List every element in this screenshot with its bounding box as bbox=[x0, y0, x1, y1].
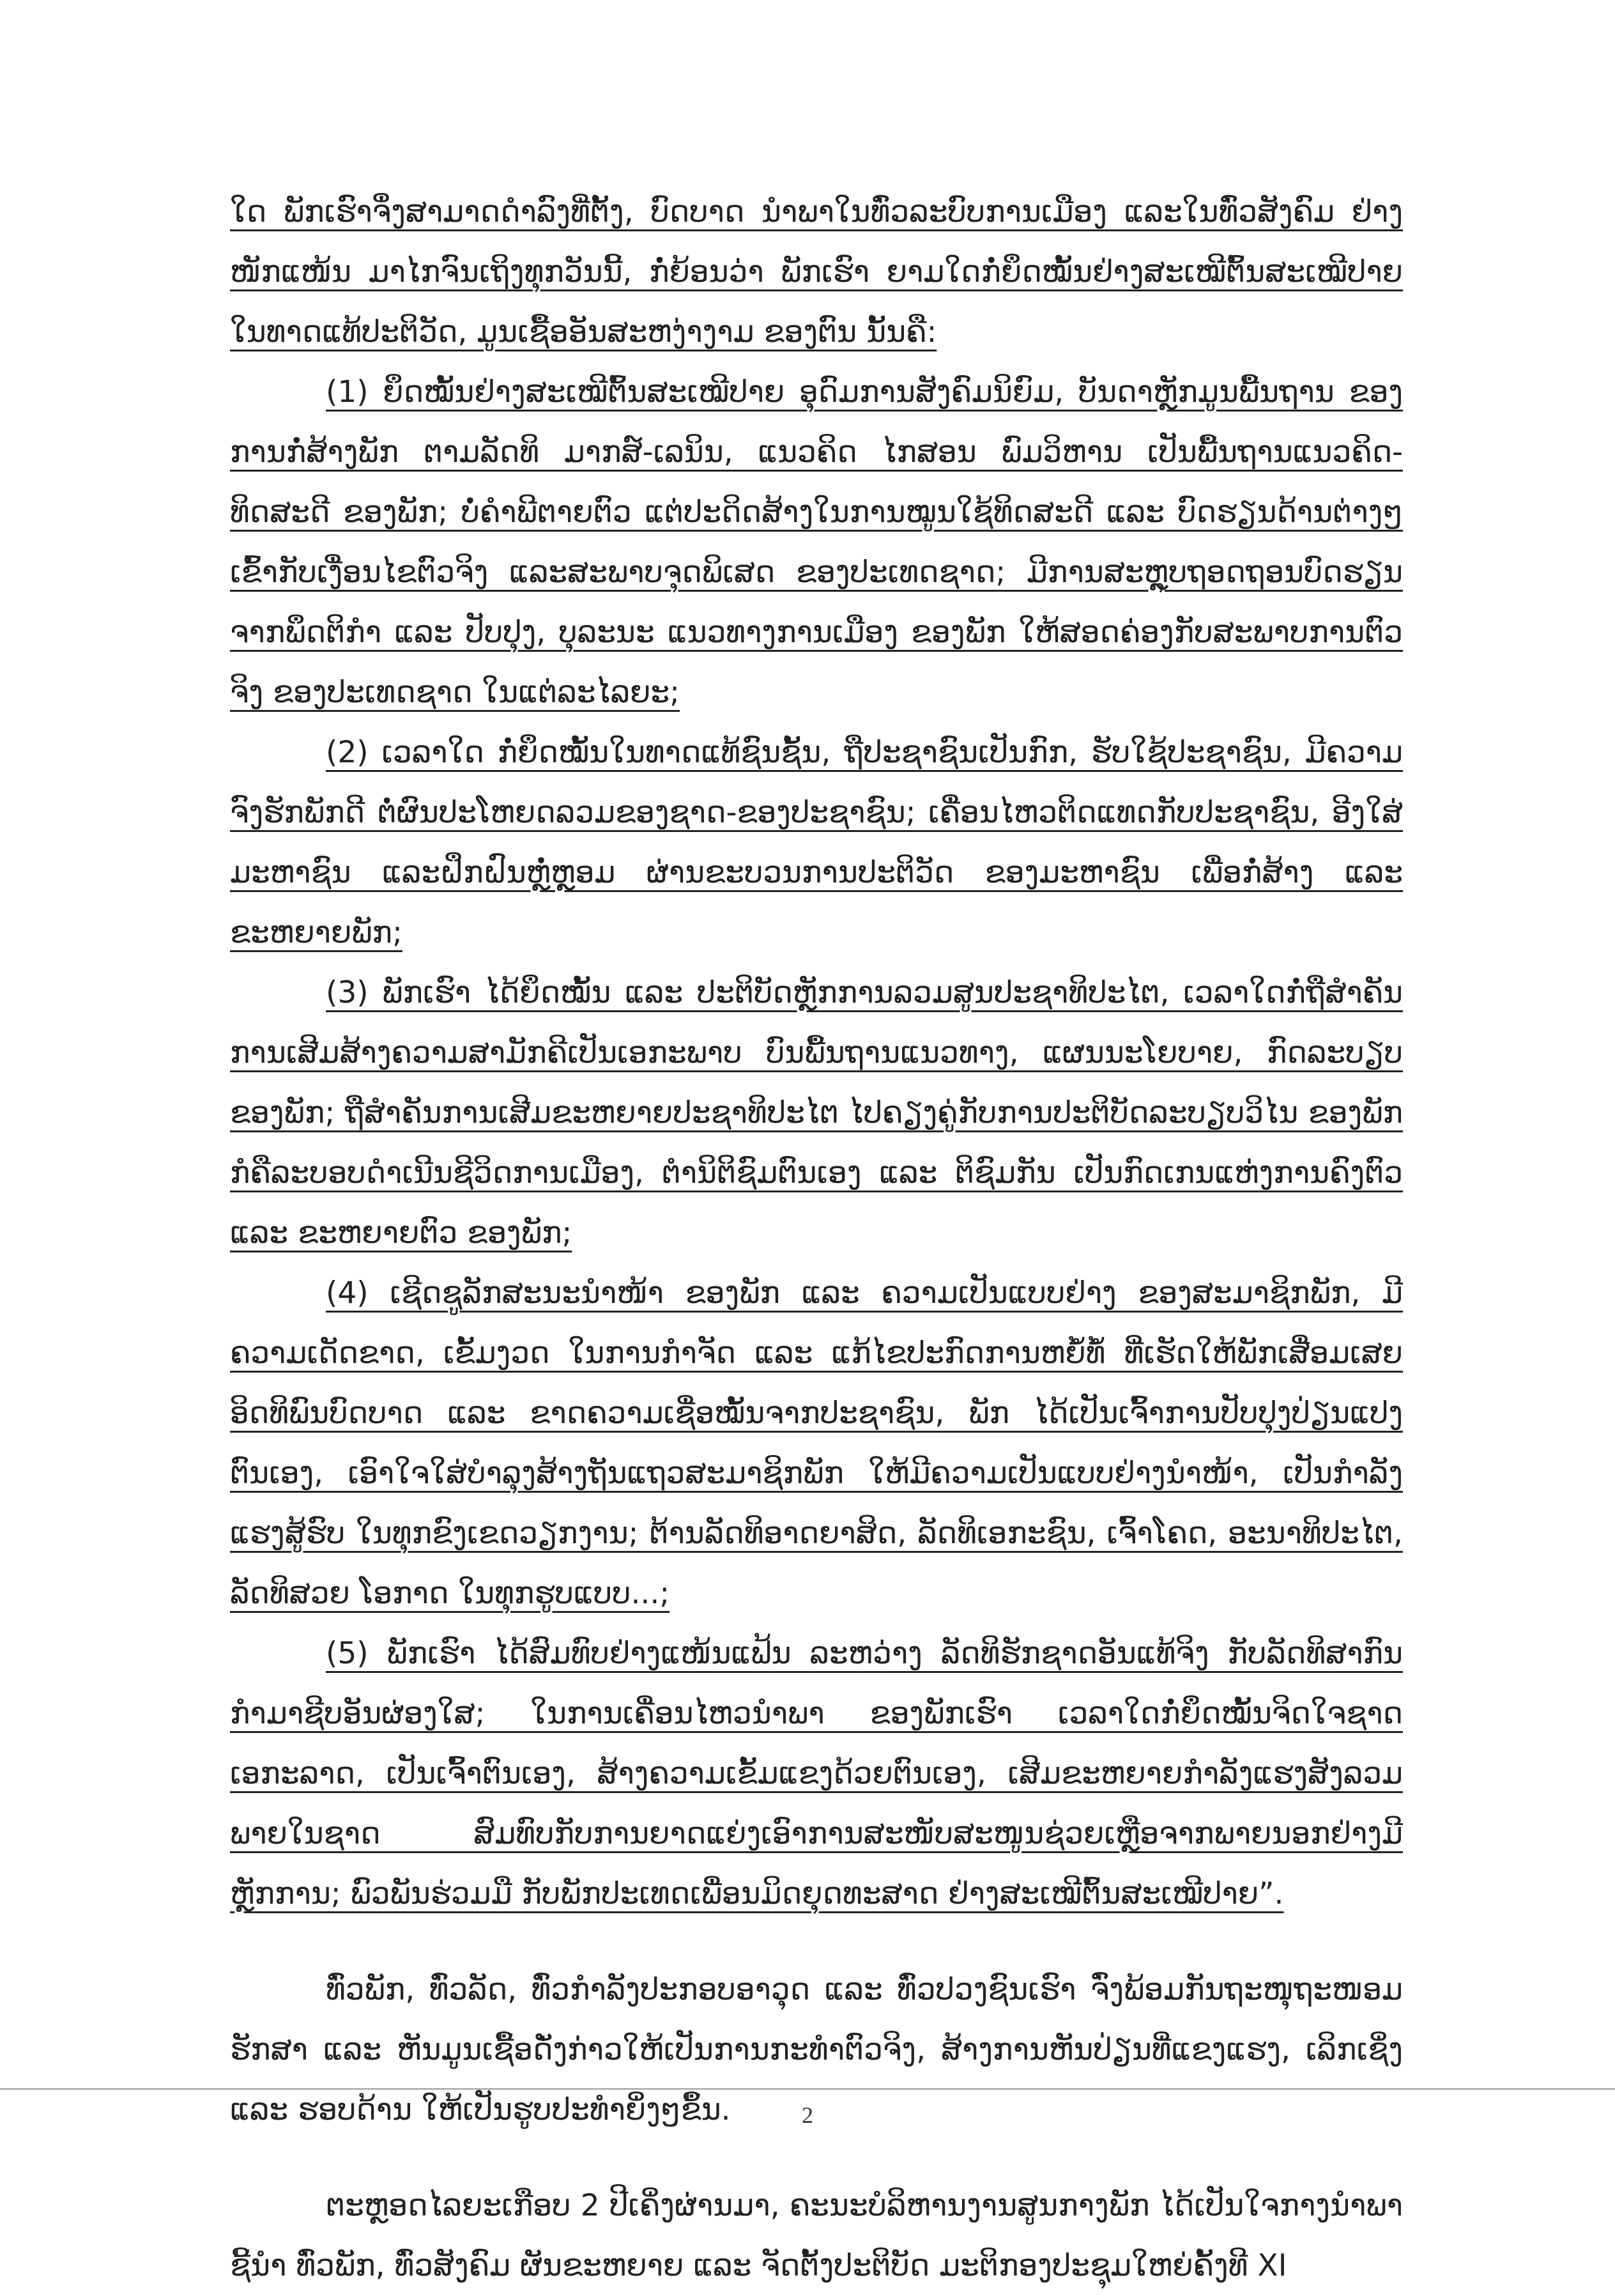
list-item-1: (1) ຍຶດໝັ້ນຢ່າງສະເໝີຕົ້ນສະເໝີປາຍ ອຸດົມການສັງຄົມນິຍົມ, ບັນດາຫຼັກມູນພື້ນຖານ ຂອງການກໍ່ສ້າງພັກ ຕາມລັດທິ ມາກສ໌-ເລນິນ, ແນວຄິດ ໄກສອນ ພົມວິຫານ ເປັນພື້ນຖານແນວຄິດ-ທິດສະດີ ຂອງພັກ; ບໍ່ຄຳພີຕາຍຕົວ ແຕ່ປະດິດສ້າງໃນການໝູນໃຊ້ທິດສະດີ ແລະ ບົດຮຽນດ້ານຕ່າງໆເຂົ້າກັບເງື່ອນໄຂຕົວຈິງ ແລະສະພາບຈຸດພິເສດ ຂອງປະເທດຊາດ; ມີການສະຫຼຸບຖອດຖອນບົດຮຽນຈາກພຶດຕິກຳ ແລະ ປັບປຸງ, ບຸລະນະ ແນວທາງການເມືອງ ຂອງພັກ ໃຫ້ສອດຄ່ອງກັບສະພາບການຕົວຈິງ ຂອງປະເທດຊາດ ໃນແຕ່ລະໄລຍະ; bbox=[230, 374, 1403, 710]
document-body bbox=[230, 182, 1403, 2296]
footer-divider bbox=[0, 2088, 1615, 2090]
body-paragraph-2: ຕະຫຼອດໄລຍະເກືອບ 2 ປີເຄິ່ງຜ່ານມາ, ຄະນະບໍລິຫານງານສູນກາງພັກ ໄດ້ເປັນໃຈກາງນຳພາຊີ້ນຳ ທົ່ວພັກ, ທົ່ວສັງຄົມ ຜັນຂະຫຍາຍ ແລະ ຈັດຕັ້ງປະຕິບັດ ມະຕິກອງປະຊຸມໃຫຍ່ຄັ້ງທີ XI bbox=[230, 2188, 1403, 2283]
intro-paragraph: ໃດ ພັກເຮົາຈຶ່ງສາມາດດຳລົງທີ່ຕັ້ງ, ບົດບາດ ນຳພາໃນທົ່ວລະບົບການເມືອງ ແລະໃນທົ່ວສັງຄົມ ຢ່າງໜັກແໜ້ນ ມາໄກຈົນເຖິງທຸກວັນນີ້, ກໍ່ຍ້ອນວ່າ ພັກເຮົາ ຍາມໃດກໍ່ຍຶດໝັ້ນຢ່າງສະເໝີຕົ້ນສະເໝີປາຍໃນທາດແທ້ປະຕິວັດ, ມູນເຊື້ອອັນສະຫງ່າງາມ ຂອງຕົນ ນັ້ນຄື: bbox=[230, 194, 1403, 350]
body-paragraph-1: ທົ່ວພັກ, ທົ່ວລັດ, ທົ່ວກຳລັງປະກອບອາວຸດ ແລະ ທົ່ວປວງຊົນເຮົາ ຈົ່ງພ້ອມກັນຖະໜຸຖະໜອມ ຮັກສາ ແລະ ຫັນມູນເຊື້ອດັ່ງກ່າວໃຫ້ເປັນການກະທຳຕົວຈິງ, ສ້າງການຫັນປ່ຽນທີ່ແຂງແຮງ, ເລິກເຊິ່ງ ແລະ ຮອບດ້ານ ໃຫ້ເປັນຮູບປະທຳຍິ່ງໆຂຶ້ນ. bbox=[230, 1972, 1403, 2127]
list-item-3: (3) ພັກເຮົາ ໄດ້ຍຶດໝັ້ນ ແລະ ປະຕິບັດຫຼັກການລວມສູນປະຊາທິປະໄຕ, ເວລາໃດກໍ່ຖືສຳຄັນການເສີມສ້າງຄວາມສາມັກຄີເປັນເອກະພາບ ບົນພື້ນຖານແນວທາງ, ແຜນນະໂຍບາຍ, ກົດລະບຽບ ຂອງພັກ; ຖືສຳຄັນການເສີມຂະຫຍາຍປະຊາທິປະໄຕ ໄປຄຽງຄູ່ກັບການປະຕິບັດລະບຽບວິໄນ ຂອງພັກ ກໍຄືລະບອບດຳເນີນຊີວິດການເມືອງ, ຕຳນິຕິຊົມຕົນເອງ ແລະ ຕິຊົມກັນ ເປັນກົດເກນແຫ່ງການຄົງຕົວ ແລະ ຂະຫຍາຍຕົວ ຂອງພັກ; bbox=[230, 975, 1403, 1251]
list-item-2: (2) ເວລາໃດ ກໍ່ຍຶດໝັ້ນໃນທາດແທ້ຊົນຊັ້ນ, ຖືປະຊາຊົນເປັນກົກ, ຮັບໃຊ້ປະຊາຊົນ, ມີຄວາມຈົງຮັກພັກດີ ຕໍ່ຜົນປະໂຫຍດລວມຂອງຊາດ-ຂອງປະຊາຊົນ; ເຄື່ອນໄຫວຕິດແທດກັບປະຊາຊົນ, ອີງໃສ່ມະຫາຊົນ ແລະຝຶກຝົນຫຼໍ່ຫຼອມ ຜ່ານຂະບວນການປະຕິວັດ ຂອງມະຫາຊົນ ເພື່ອກໍ່ສ້າງ ແລະ ຂະຫຍາຍພັກ; bbox=[230, 735, 1403, 950]
list-item-5: (5) ພັກເຮົາ ໄດ້ສົມທົບຢ່າງແໜ້ນແຟ້ນ ລະຫວ່າງ ລັດທິຮັກຊາດອັນແທ້ຈິງ ກັບລັດທິສາກົນກຳມາຊີບອັນຜ່ອງໃສ; ໃນການເຄື່ອນໄຫວນຳພາ ຂອງພັກເຮົາ ເວລາໃດກໍ່ຍຶດໝັ້ນຈິດໃຈຊາດເອກະລາດ, ເປັນເຈົ້າຕົນເອງ, ສ້າງຄວາມເຂັ້ມແຂງດ້ວຍຕົນເອງ, ເສີມຂະຫຍາຍກຳລັງແຮງສັງລວມພາຍໃນຊາດ ສົມທົບກັບການຍາດແຍ່ງເອົາການສະໜັບສະໜູນຊ່ວຍເຫຼືອຈາກພາຍນອກຢ່າງມີຫຼັກການ; ພົວພັນຮ່ວມມື ກັບພັກປະເທດເພື່ອນມິດຍຸດທະສາດ ຢ່າງສະເໝີຕົ້ນສະເໝີປາຍ”. bbox=[230, 1636, 1403, 1911]
list-item-4: (4) ເຊີດຊູລັກສະນະນຳໜ້າ ຂອງພັກ ແລະ ຄວາມເປັນແບບຢ່າງ ຂອງສະມາຊິກພັກ, ມີຄວາມເດັດຂາດ, ເຂັ້ມງວດ ໃນການກຳຈັດ ແລະ ແກ້ໄຂປະກົດການຫຍໍ້ທໍ້ ທີ່ເຮັດໃຫ້ພັກເສື່ອມເສຍອິດທິພົນບົດບາດ ແລະ ຂາດຄວາມເຊື່ອໝັ້ນຈາກປະຊາຊົນ, ພັກ ໄດ້ເປັນເຈົ້າການປັບປຸງປ່ຽນແປງຕົນເອງ, ເອົາໃຈໃສ່ບຳລຸງສ້າງຖັນແຖວສະມາຊິກພັກ ໃຫ້ມີຄວາມເປັນແບບຢ່າງນຳໜ້າ, ເປັນກຳລັງແຮງສູ້ຮົບ ໃນທຸກຂົງເຂດວຽກງານ; ຕ້ານລັດທິອາດຍາສິດ, ລັດທິເອກະຊົນ, ເຈົ້າໂຄດ, ອະນາທິປະໄຕ, ລັດທິສວຍ ໂອກາດ ໃນທຸກຮູບແບບ...; bbox=[230, 1275, 1403, 1611]
page-number: 2 bbox=[802, 2102, 813, 2128]
